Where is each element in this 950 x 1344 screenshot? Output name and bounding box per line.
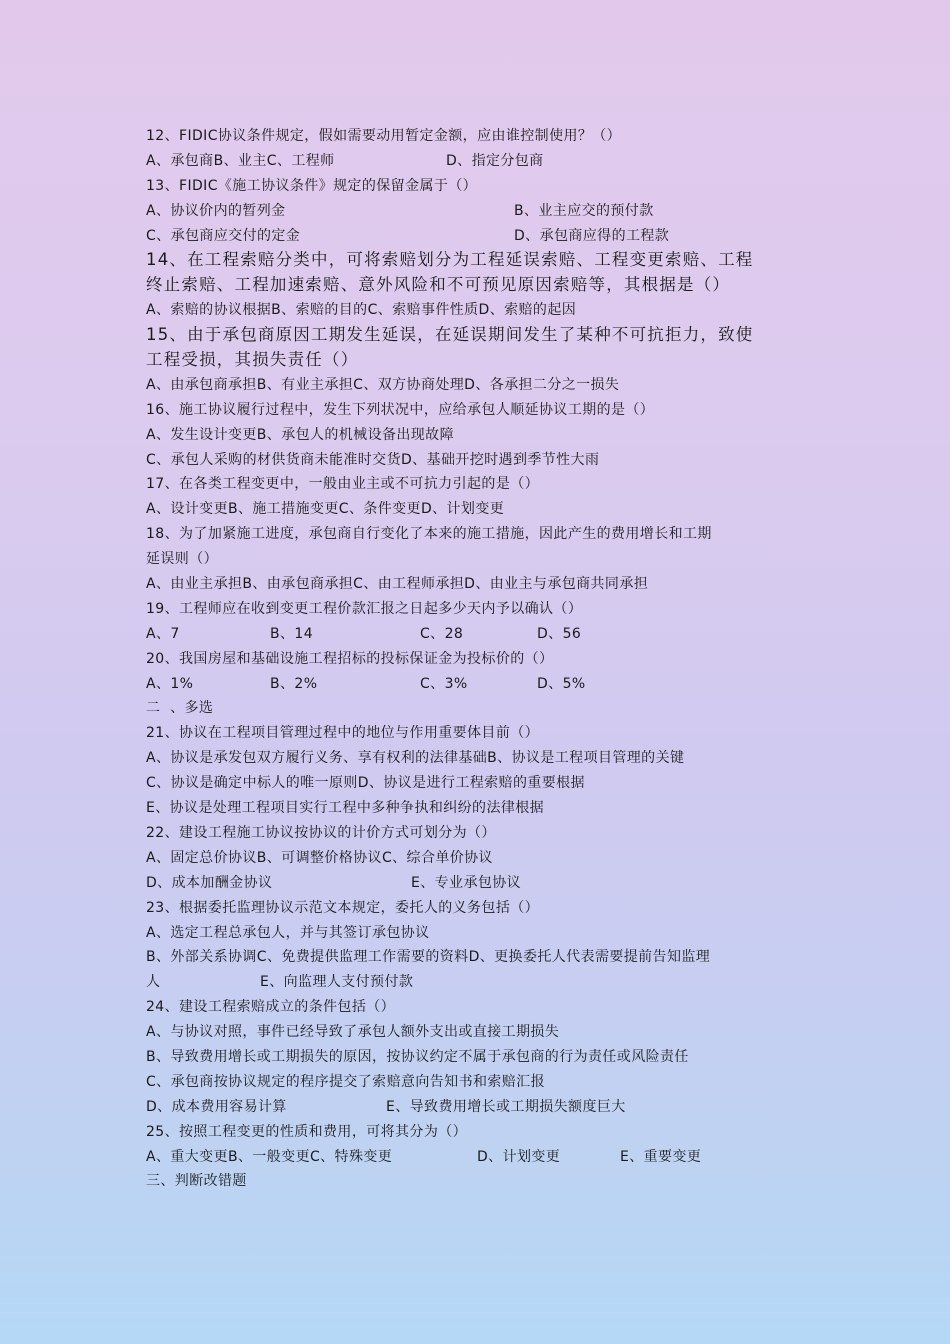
text-line: C、承包商按协议规定的程序提交了索赔意向告知书和索赔汇报 <box>146 1073 545 1090</box>
text-line: 12、FIDIC协议条件规定，假如需要动用暂定金额，应由谁控制使用？（） <box>146 128 622 144</box>
text-segment: D、成本加酬金协议 <box>146 874 273 891</box>
text-segment: B、2% <box>270 675 318 692</box>
text-segment: A、承包商B、业主C、工程师 <box>146 152 335 169</box>
text-line: 24、建设工程索赔成立的条件包括（） <box>146 999 396 1016</box>
document-body <box>146 124 806 1194</box>
text-segment: C、28 <box>420 625 464 642</box>
text-line: A、选定工程总承包人，并与其签订承包协议 <box>146 924 430 941</box>
text-line: A、由承包商承担B、有业主承担C、双方协商处理D、各承担二分之一损失 <box>146 376 620 393</box>
text-line: 25、按照工程变更的性质和费用，可将其分为（） <box>146 1123 468 1140</box>
text-line: 23、根据委托监理协议示范文本规定，委托人的义务包括（） <box>146 899 540 916</box>
text-line <box>146 149 806 174</box>
text-line: 终止索赔、工程加速索赔、意外风险和不可预见原因索赔等，其根据是（） <box>146 275 731 295</box>
text-line: A、与协议对照，事件已经导致了承包人额外支出或直接工期损失 <box>146 1024 560 1041</box>
text-line: 17、在各类工程变更中，一般由业主或不可抗力引起的是（） <box>146 476 540 493</box>
text-line: A、发生设计变更B、承包人的机械设备出现故障 <box>146 426 454 443</box>
text-segment: D、承包商应得的工程款 <box>514 227 670 244</box>
text-line: A、由业主承担B、由承包商承担C、由工程师承担D、由业主与承包商共同承担 <box>146 576 649 593</box>
text-line <box>146 224 806 249</box>
text-line: 三、判断改错题 <box>146 1173 247 1190</box>
text-line: A、设计变更B、施工措施变更C、条件变更D、计划变更 <box>146 501 505 518</box>
text-line: 14、在工程索赔分类中，可将索赔划分为工程延误索赔、工程变更索赔、工程 <box>146 250 754 270</box>
text-segment: E、专业承包协议 <box>411 874 522 891</box>
text-segment: D、计划变更 <box>477 1148 561 1165</box>
text-line: 18、为了加紧施工进度，承包商自行变化了本来的施工措施，因此产生的费用增长和工期 <box>146 526 712 543</box>
text-segment: E、向监理人支付预付款 <box>260 974 414 991</box>
text-line: 工程受损，其损失责任（） <box>146 350 359 370</box>
text-line <box>146 970 806 995</box>
text-segment: C、承包商应交付的定金 <box>146 227 301 244</box>
text-segment: E、导致费用增长或工期损失额度巨大 <box>386 1098 626 1115</box>
text-line: 22、建设工程施工协议按协议的计价方式可划分为（） <box>146 824 496 841</box>
text-line: 15、由于承包商原因工期发生延误，在延误期间发生了某种不可抗拒力，致使 <box>146 325 754 345</box>
text-segment: A、协议价内的暂列金 <box>146 202 286 219</box>
text-line: A、索赔的协议根据B、索赔的目的C、索赔事件性质D、索赔的起因 <box>146 302 577 319</box>
text-line <box>146 622 806 647</box>
text-line: 16、施工协议履行过程中，发生下列状况中，应给承包人顺延协议工期的是（） <box>146 401 655 418</box>
text-segment: D、56 <box>537 625 582 642</box>
text-segment: A、7 <box>146 625 180 642</box>
text-segment: A、1% <box>146 675 194 692</box>
text-line: B、外部关系协调C、免费提供监理工作需要的资料D、更换委托人代表需要提前告知监理 <box>146 949 711 966</box>
text-segment: A、重大变更B、一般变更C、特殊变更 <box>146 1148 393 1165</box>
text-segment: D、指定分包商 <box>446 152 544 169</box>
text-line: E、协议是处理工程项目实行工程中多种争执和纠纷的法律根据 <box>146 800 545 817</box>
text-segment: E、重要变更 <box>620 1148 702 1165</box>
text-line: C、协议是确定中标人的唯一原则D、协议是进行工程索赔的重要根据 <box>146 775 585 792</box>
text-line: 二 、多选 <box>146 700 214 717</box>
text-line: B、导致费用增长或工期损失的原因，按协议约定不属于承包商的行为责任或风险责任 <box>146 1048 689 1065</box>
text-line <box>146 1145 806 1170</box>
text-segment: B、14 <box>270 625 314 642</box>
text-line: C、承包人采购的材供货商未能准时交货D、基础开挖时遇到季节性大雨 <box>146 451 600 468</box>
text-segment: D、成本费用容易计算 <box>146 1098 287 1115</box>
text-line: 21、协议在工程项目管理过程中的地位与作用重要体目前（） <box>146 725 540 742</box>
text-segment: B、业主应交的预付款 <box>514 202 654 219</box>
text-line <box>146 199 806 224</box>
text-segment: D、5% <box>537 675 586 692</box>
text-line: 19、工程师应在收到变更工程价款汇报之日起多少天内予以确认（） <box>146 600 583 617</box>
text-line: A、协议是承发包双方履行义务、享有权利的法律基础B、协议是工程项目管理的关键 <box>146 750 685 767</box>
text-segment: 人 <box>146 974 161 991</box>
text-line <box>146 672 806 697</box>
text-line: A、固定总价协议B、可调整价格协议C、综合单价协议 <box>146 849 493 866</box>
text-line: 13、FIDIC《施工协议条件》规定的保留金属于（） <box>146 177 478 194</box>
text-line: 延误则（） <box>146 551 218 568</box>
text-segment: C、3% <box>420 675 468 692</box>
text-line <box>146 1095 806 1120</box>
text-line <box>146 871 806 896</box>
text-line: 20、我国房屋和基础设施工程招标的投标保证金为投标价的（） <box>146 650 554 667</box>
